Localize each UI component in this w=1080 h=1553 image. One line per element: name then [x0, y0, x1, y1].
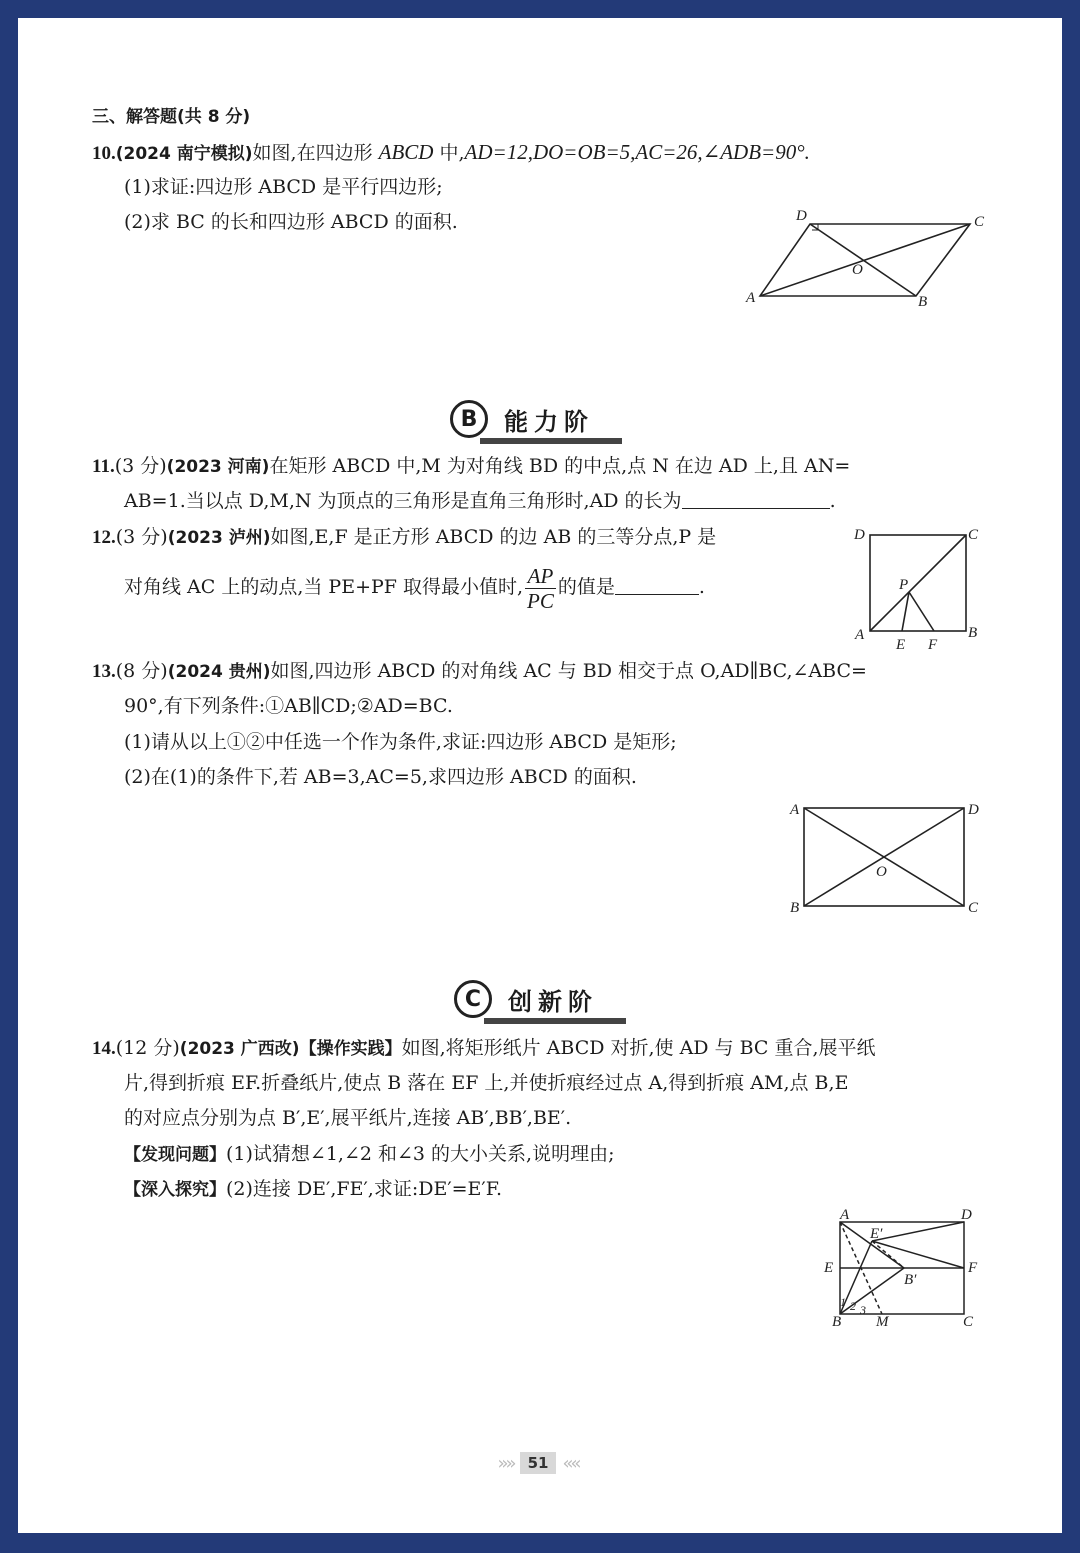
q12-number: 12. — [92, 527, 116, 548]
q12-label-e: E — [896, 637, 906, 653]
q10-abcd: ABCD — [378, 140, 434, 164]
page-number: 51 — [520, 1452, 557, 1474]
q14-angle-1: 1 — [840, 1295, 846, 1309]
q14-line3: 的对应点分别为点 B′,E′,展平纸片,连接 AB′,BB′,BE′. — [124, 1107, 572, 1129]
q14-label-m: M — [876, 1314, 889, 1328]
q13-part1: (1)请从以上①②中任选一个作为条件,求证:四边形 ABCD 是矩形; — [124, 731, 677, 753]
stage-c-header — [454, 980, 598, 1018]
q10-source: (2024 南宁模拟) — [115, 144, 253, 164]
q13-label-a: A — [790, 802, 800, 818]
q13-label-d: D — [968, 802, 979, 818]
q10-figure — [740, 204, 990, 314]
q14-tag-discover: 【发现问题】 — [124, 1145, 226, 1165]
q14-label-e-prime: E′ — [870, 1226, 883, 1242]
q12-source: (2023 泸州) — [167, 528, 271, 548]
q12-label-b: B — [968, 625, 978, 641]
q12-meta: (3 分) — [115, 526, 168, 548]
q10-diagonal-ac — [760, 224, 970, 296]
q14-label-f: F — [968, 1260, 978, 1276]
stage-c-underline — [484, 1018, 626, 1024]
q14-part1 — [124, 1141, 615, 1168]
q12-line2 — [124, 562, 705, 613]
q12-text1: 如图,E,F 是正方形 ABCD 的边 AB 的三等分点,P 是 — [270, 526, 717, 548]
q14-line2: 片,得到折痕 EF.折叠纸片,使点 B 落在 EF 上,并使折痕经过点 A,得到折痕 AM,点 B,E — [124, 1072, 849, 1094]
q13-figure — [784, 798, 984, 918]
q14-label-b: B — [832, 1314, 842, 1328]
q10-label-c: C — [974, 214, 985, 230]
page-chevron-right: «« — [562, 1452, 579, 1474]
q14-label-d: D — [961, 1208, 972, 1223]
q11-line1 — [92, 453, 850, 480]
q10-part1: (1)求证:四边形 ABCD 是平行四边形; — [124, 176, 443, 198]
worksheet-page — [18, 18, 1062, 1533]
q12-text3: 的值是 — [557, 576, 615, 598]
page-chevron-left: »» — [497, 1452, 514, 1474]
q11-number: 11. — [92, 456, 115, 477]
q12-text2: 对角线 AC 上的动点,当 PE+PF 取得最小值时, — [124, 576, 524, 598]
q12-label-d: D — [854, 527, 865, 543]
q13-line2: 90°,有下列条件:①AB∥CD;②AD=BC. — [124, 695, 453, 717]
q13-meta: (8 分) — [115, 660, 168, 682]
q12-segment-pf — [909, 592, 934, 631]
q12-diagonal — [870, 535, 966, 631]
q11-meta: (3 分) — [114, 455, 167, 477]
q11-end: . — [829, 490, 836, 512]
q12-line1 — [92, 524, 716, 551]
q10-label-a: A — [746, 290, 756, 306]
q14-segment-de1 — [872, 1222, 964, 1241]
q12-figure — [852, 523, 982, 653]
page-number-badge — [478, 1450, 598, 1476]
q13-number: 13. — [92, 661, 116, 682]
q11-text2: AB=1.当以点 D,M,N 为顶点的三角形是直角三角形时,AD 的长为 — [124, 490, 682, 512]
q13-text1: 如图,四边形 ABCD 的对角线 AC 与 BD 相交于点 O,AD∥BC,∠ABC= — [270, 660, 867, 682]
q13-line1 — [92, 658, 867, 685]
q11-text1: 在矩形 ABCD 中,M 为对角线 BD 的中点,点 N 在边 AD 上,且 AN= — [269, 455, 851, 477]
q12-label-c: C — [968, 527, 979, 543]
q10-diagonal-bd — [810, 224, 916, 296]
q14-angle-2: 2 — [850, 1299, 856, 1313]
q13-label-c: C — [968, 900, 979, 916]
q10-line1 — [92, 139, 810, 167]
q14-text1: 如图,将矩形纸片 ABCD 对折,使 AD 与 BC 重合,展平纸 — [401, 1037, 876, 1059]
stage-c-title: 创新阶 — [508, 987, 598, 1016]
q10-label-o: O — [852, 262, 863, 278]
q14-angle-3: 3 — [860, 1303, 866, 1317]
q13-part2: (2)在(1)的条件下,若 AB=3,AC=5,求四边形 ABCD 的面积. — [124, 766, 637, 788]
q14-part2 — [124, 1176, 502, 1203]
q10-text1: 如图,在四边形 — [252, 142, 379, 164]
q14-label-b-prime: B′ — [904, 1272, 917, 1288]
q14-tag-explore: 【深入探究】 — [124, 1180, 226, 1200]
q14-tag-practice: 【操作实践】 — [299, 1039, 402, 1059]
q13-label-o: O — [876, 864, 887, 880]
q12-fraction — [525, 564, 556, 613]
q11-line2 — [124, 488, 836, 514]
q14-number: 14. — [92, 1038, 116, 1059]
q14-source: (2023 广西改) — [179, 1039, 300, 1059]
q10-label-b: B — [918, 294, 928, 310]
q12-label-a: A — [855, 627, 865, 643]
q14-label-c: C — [963, 1314, 974, 1328]
q10-number: 10. — [92, 143, 116, 164]
stage-b-title: 能力阶 — [504, 407, 594, 436]
q12-label-f: F — [928, 637, 938, 653]
q11-source: (2023 河南) — [166, 457, 270, 477]
stage-b-underline — [480, 438, 622, 444]
q14-line1 — [92, 1035, 876, 1062]
q12-label-p: P — [899, 577, 909, 593]
q12-answer-blank — [615, 576, 699, 595]
stage-c-badge: C — [454, 980, 492, 1018]
q14-label-a: A — [840, 1208, 850, 1223]
q10-conditions: AD=12,DO=OB=5,AC=26,∠ADB=90°. — [464, 140, 810, 164]
q14-part1-text: (1)试猜想∠1,∠2 和∠3 的大小关系,说明理由; — [226, 1143, 615, 1165]
q12-fraction-bottom: PC — [527, 588, 554, 613]
q11-answer-blank — [682, 490, 830, 509]
q14-label-e: E — [824, 1260, 834, 1276]
q10-part2: (2)求 BC 的长和四边形 ABCD 的面积. — [124, 211, 458, 233]
stage-b-badge: B — [450, 400, 488, 438]
q10-label-d: D — [796, 208, 807, 224]
q12-end: . — [698, 576, 705, 598]
q14-figure — [818, 1208, 988, 1328]
q13-source: (2024 贵州) — [167, 662, 271, 682]
q14-meta: (12 分) — [115, 1037, 180, 1059]
section-title: 三、解答题(共 8 分) — [92, 107, 251, 127]
q10-text2: 中, — [433, 142, 465, 164]
q12-fraction-top: AP — [525, 564, 556, 589]
stage-b-header — [450, 400, 594, 438]
q14-part2-text: (2)连接 DE′,FE′,求证:DE′=E′F. — [226, 1178, 503, 1200]
q13-label-b: B — [790, 900, 800, 916]
